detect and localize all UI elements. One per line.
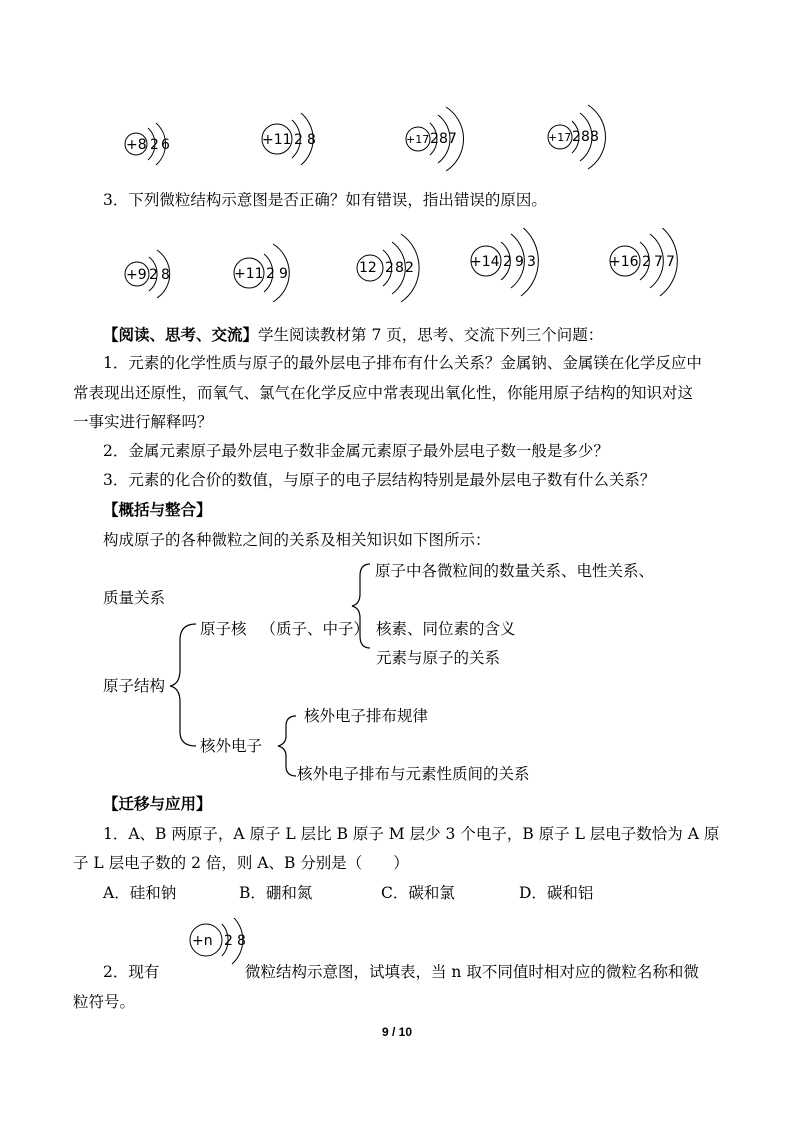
nucleus-label: 12 bbox=[359, 260, 377, 276]
atom-diagram-cl-ion bbox=[548, 105, 606, 169]
reading-q1-line3: 一事实进行解释吗？ bbox=[73, 413, 213, 431]
shell-label: 2 bbox=[405, 260, 414, 276]
branch-electron-properties: 核外电子排布与元素性质间的关系 bbox=[297, 765, 530, 783]
atom-diagram-cl bbox=[406, 107, 464, 171]
shell-label: 8 bbox=[237, 933, 246, 949]
atom-diagram-si-wrong bbox=[470, 228, 538, 296]
mass-relation-label: 质量关系 bbox=[103, 589, 166, 607]
nucleus-label: +n bbox=[192, 933, 213, 949]
shell-label: 2 bbox=[430, 131, 439, 147]
shell-label: 2 bbox=[149, 267, 158, 283]
nucleus-label: +9 bbox=[126, 267, 147, 283]
shell-label: 8 bbox=[307, 132, 316, 148]
application-q1-line2: 子 L 层电子数的 2 倍，则 A、B 分别是（ ） bbox=[73, 854, 409, 872]
nucleus-label: +11 bbox=[262, 132, 292, 148]
option-b: B．硼和氮 bbox=[239, 884, 313, 902]
shell-label: 2 bbox=[572, 129, 581, 145]
nucleus-label: +16 bbox=[609, 254, 639, 270]
reading-heading: 【阅读、思考、交流】 bbox=[103, 325, 259, 344]
shell-label: 8 bbox=[161, 267, 170, 283]
brace-electrons bbox=[278, 716, 296, 776]
reading-q2: 2．金属元素原子最外层电子数非金属元素原子最外层电子数一般是多少？ bbox=[103, 442, 609, 460]
shell-label: 8 bbox=[590, 129, 599, 145]
nucleus-parts: （质子、中子） bbox=[260, 620, 370, 638]
atom-diagram-o bbox=[125, 123, 170, 165]
atom-diagram-mg bbox=[357, 234, 419, 302]
shell-label: 7 bbox=[448, 131, 457, 147]
shell-label: 2 bbox=[150, 137, 159, 153]
reading-paragraph bbox=[103, 325, 603, 345]
branch-element-atom: 元素与原子的关系 bbox=[376, 649, 501, 667]
shell-label: 2 bbox=[503, 254, 512, 270]
nucleus-label: +8 bbox=[126, 137, 147, 153]
shell-label: 8 bbox=[581, 129, 590, 145]
option-a: A．硅和钠 bbox=[103, 884, 177, 902]
page-number: 9 / 10 bbox=[382, 1025, 413, 1039]
shell-label: 2 bbox=[385, 260, 394, 276]
reading-q1-line1: 1．元素的化学性质与原子的最外层电子排布有什么关系？金属钠、金属镁在化学反应中 bbox=[103, 354, 702, 372]
brace-nucleus bbox=[352, 564, 370, 648]
application-q2-suffix: 微粒结构示意图，试填表，当 n 取不同值时相对应的微粒名称和微 bbox=[245, 963, 699, 981]
atom-diagram-na bbox=[262, 113, 316, 165]
summary-intro: 构成原子的各种微粒之间的关系及相关知识如下图所示： bbox=[103, 531, 491, 549]
electrons-node: 核外电子 bbox=[200, 737, 263, 755]
shell-label: 8 bbox=[395, 260, 404, 276]
atom-diagrams-row2 bbox=[0, 228, 794, 318]
shell-label: 6 bbox=[161, 137, 170, 153]
option-c: C．碳和氯 bbox=[381, 884, 455, 902]
nucleus-label: 原子核 bbox=[200, 620, 247, 638]
reading-q3: 3．元素的化合价的数值，与原子的电子层结构特别是最外层电子数有什么关系？ bbox=[103, 471, 656, 489]
shell-label: 9 bbox=[279, 266, 288, 282]
nucleus-label: +11 bbox=[234, 266, 264, 282]
shell-label: 2 bbox=[266, 266, 275, 282]
shell-label: 8 bbox=[439, 131, 448, 147]
application-q2-prefix: 2．现有 bbox=[103, 963, 160, 981]
branch-quantity-relations: 原子中各微粒间的数量关系、电性关系、 bbox=[375, 562, 655, 580]
branch-nuclide-isotope: 核素、同位素的含义 bbox=[376, 620, 516, 638]
shell-label: 2 bbox=[224, 933, 233, 949]
reading-q1-line2: 常表现出还原性，而氧气、氯气在化学反应中常表现出氧化性，你能用原子结构的知识对这 bbox=[73, 384, 694, 402]
question-3: 3．下列微粒结构示意图是否正确？如有错误，指出错误的原因。 bbox=[103, 191, 547, 209]
nucleus-label: +17 bbox=[548, 131, 572, 144]
atom-diagram-na-wrong bbox=[234, 244, 289, 302]
brace-atom-structure bbox=[170, 624, 196, 746]
application-heading: 【迁移与应用】 bbox=[103, 794, 212, 813]
reading-intro: 学生阅读教材第 7 页，思考、交流下列三个问题： bbox=[258, 326, 604, 344]
atom-structure-label: 原子结构 bbox=[103, 677, 166, 695]
option-d: D．碳和铝 bbox=[519, 884, 594, 902]
shell-label: 7 bbox=[654, 254, 663, 270]
application-q1-line1: 1．A、B 两原子，A 原子 L 层比 B 原子 M 层少 3 个电子，B 原子 L 层电子数恰为 A 原 bbox=[103, 825, 720, 843]
shell-label: 2 bbox=[294, 132, 303, 148]
branch-electron-rules: 核外电子排布规律 bbox=[304, 707, 429, 725]
concept-map-braces bbox=[0, 550, 794, 790]
nucleus-label: +14 bbox=[470, 254, 500, 270]
atom-diagram-f bbox=[125, 250, 170, 298]
shell-label: 7 bbox=[666, 254, 675, 270]
shell-label: 2 bbox=[642, 254, 651, 270]
application-q2-line2: 粒符号。 bbox=[73, 993, 136, 1011]
shell-label: 3 bbox=[527, 254, 536, 270]
summary-heading: 【概括与整合】 bbox=[103, 500, 212, 519]
shell-label: 9 bbox=[515, 254, 524, 270]
nucleus-label: +17 bbox=[406, 133, 430, 146]
atom-diagram-s-wrong bbox=[609, 228, 677, 296]
atom-diagrams-row1 bbox=[0, 95, 794, 175]
